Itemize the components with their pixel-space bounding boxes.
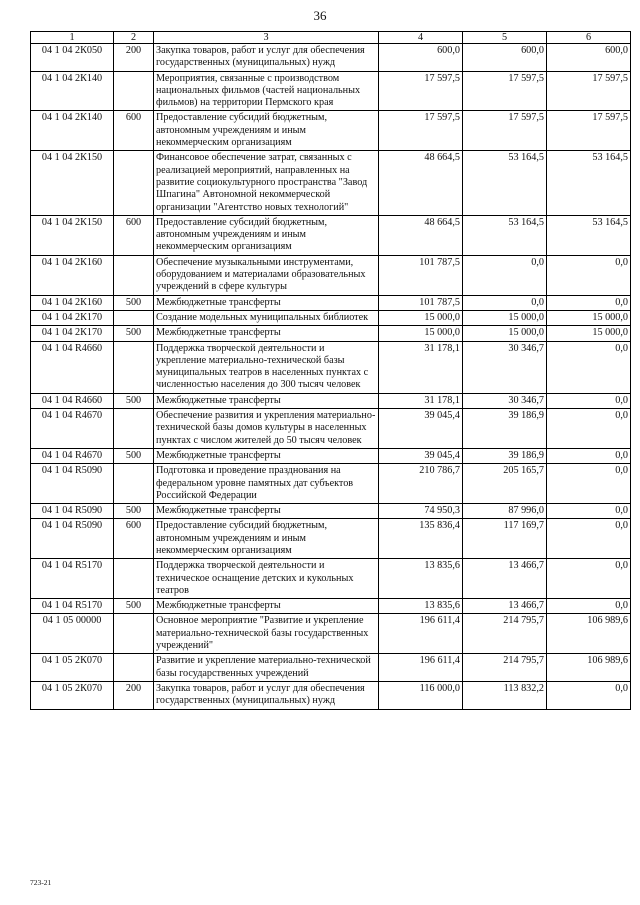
classification-code-cell: 04 1 04 2К050: [31, 44, 114, 72]
amount-col6-cell: 0,0: [547, 519, 631, 559]
amount-col6-cell: 17 597,5: [547, 111, 631, 151]
amount-col5-cell: 600,0: [463, 44, 547, 72]
amount-col6-cell: 53 164,5: [547, 215, 631, 255]
classification-code-cell: 04 1 04 2К140: [31, 111, 114, 151]
classification-code-cell: 04 1 05 2К070: [31, 654, 114, 682]
expense-type-cell: 500: [114, 599, 154, 614]
amount-col6-cell: 0,0: [547, 295, 631, 310]
amount-col4-cell: 31 178,1: [379, 341, 463, 393]
amount-col4-cell: 116 000,0: [379, 681, 463, 709]
amount-col5-cell: 17 597,5: [463, 111, 547, 151]
column-header: 4: [379, 32, 463, 44]
table-row: [31, 519, 631, 559]
expense-type-cell: [114, 341, 154, 393]
item-name-cell: Развитие и укрепление материально-технической базы государственных учреждений: [154, 654, 379, 682]
amount-col6-cell: 15 000,0: [547, 326, 631, 341]
item-name-cell: Межбюджетные трансферты: [154, 326, 379, 341]
item-name-cell: Обеспечение развития и укрепления материально-технической базы домов культуры в населенных пунктах с числом жителей до 50 тысяч человек: [154, 409, 379, 449]
amount-col4-cell: 101 787,5: [379, 295, 463, 310]
item-name-cell: Межбюджетные трансферты: [154, 504, 379, 519]
table-row: [31, 71, 631, 111]
classification-code-cell: 04 1 04 R4670: [31, 409, 114, 449]
amount-col5-cell: 13 466,7: [463, 559, 547, 599]
expense-type-cell: 500: [114, 326, 154, 341]
table-row: [31, 151, 631, 215]
classification-code-cell: 04 1 04 R4660: [31, 393, 114, 408]
expense-type-cell: [114, 559, 154, 599]
amount-col5-cell: 39 186,9: [463, 409, 547, 449]
expense-type-cell: [114, 310, 154, 325]
amount-col5-cell: 113 832,2: [463, 681, 547, 709]
table-row: [31, 614, 631, 654]
amount-col6-cell: 0,0: [547, 464, 631, 504]
amount-col5-cell: 53 164,5: [463, 215, 547, 255]
classification-code-cell: 04 1 04 2К140: [31, 71, 114, 111]
amount-col6-cell: 0,0: [547, 341, 631, 393]
amount-col5-cell: 30 346,7: [463, 393, 547, 408]
item-name-cell: Предоставление субсидий бюджетным, автономным учреждениям и иным некоммерческим организациям: [154, 519, 379, 559]
column-header: 3: [154, 32, 379, 44]
classification-code-cell: 04 1 04 2К170: [31, 326, 114, 341]
amount-col6-cell: 0,0: [547, 409, 631, 449]
amount-col6-cell: 17 597,5: [547, 71, 631, 111]
item-name-cell: Предоставление субсидий бюджетным, автономным учреждениям и иным некоммерческим организациям: [154, 111, 379, 151]
table-row: [31, 409, 631, 449]
amount-col6-cell: 53 164,5: [547, 151, 631, 215]
table-row: [31, 448, 631, 463]
amount-col5-cell: 30 346,7: [463, 341, 547, 393]
table-body: [31, 44, 631, 710]
expense-type-cell: [114, 464, 154, 504]
amount-col5-cell: 214 795,7: [463, 654, 547, 682]
amount-col5-cell: 87 996,0: [463, 504, 547, 519]
expense-type-cell: 600: [114, 215, 154, 255]
column-header: 6: [547, 32, 631, 44]
header-row: [31, 32, 631, 44]
amount-col5-cell: 214 795,7: [463, 614, 547, 654]
classification-code-cell: 04 1 04 R5170: [31, 559, 114, 599]
table-row: [31, 310, 631, 325]
footer-code: 723-21: [30, 878, 52, 887]
amount-col4-cell: 48 664,5: [379, 215, 463, 255]
amount-col4-cell: 17 597,5: [379, 71, 463, 111]
expense-type-cell: 600: [114, 111, 154, 151]
amount-col6-cell: 0,0: [547, 255, 631, 295]
classification-code-cell: 04 1 04 2К170: [31, 310, 114, 325]
column-header: 1: [31, 32, 114, 44]
item-name-cell: Предоставление субсидий бюджетным, автономным учреждениям и иным некоммерческим организациям: [154, 215, 379, 255]
amount-col4-cell: 210 786,7: [379, 464, 463, 504]
amount-col5-cell: 53 164,5: [463, 151, 547, 215]
item-name-cell: Межбюджетные трансферты: [154, 295, 379, 310]
item-name-cell: Межбюджетные трансферты: [154, 448, 379, 463]
classification-code-cell: 04 1 04 R5090: [31, 464, 114, 504]
amount-col4-cell: 48 664,5: [379, 151, 463, 215]
amount-col4-cell: 15 000,0: [379, 326, 463, 341]
classification-code-cell: 04 1 04 2К160: [31, 295, 114, 310]
amount-col6-cell: 0,0: [547, 504, 631, 519]
table-row: [31, 681, 631, 709]
table-row: [31, 326, 631, 341]
amount-col4-cell: 39 045,4: [379, 448, 463, 463]
classification-code-cell: 04 1 04 2К150: [31, 151, 114, 215]
item-name-cell: Создание модельных муниципальных библиотек: [154, 310, 379, 325]
classification-code-cell: 04 1 04 R5090: [31, 519, 114, 559]
amount-col5-cell: 13 466,7: [463, 599, 547, 614]
table-row: [31, 654, 631, 682]
classification-code-cell: 04 1 04 R4660: [31, 341, 114, 393]
amount-col5-cell: 205 165,7: [463, 464, 547, 504]
expense-type-cell: [114, 654, 154, 682]
table-row: [31, 255, 631, 295]
amount-col4-cell: 101 787,5: [379, 255, 463, 295]
expense-type-cell: [114, 255, 154, 295]
expense-type-cell: [114, 409, 154, 449]
expense-type-cell: 500: [114, 295, 154, 310]
amount-col6-cell: 0,0: [547, 559, 631, 599]
amount-col5-cell: 39 186,9: [463, 448, 547, 463]
expense-type-cell: [114, 71, 154, 111]
table-row: [31, 44, 631, 72]
amount-col5-cell: 117 169,7: [463, 519, 547, 559]
item-name-cell: Закупка товаров, работ и услуг для обеспечения государственных (муниципальных) нужд: [154, 681, 379, 709]
classification-code-cell: 04 1 05 00000: [31, 614, 114, 654]
item-name-cell: Основное мероприятие "Развитие и укрепление материально-технической базы государственных учреждений": [154, 614, 379, 654]
expense-type-cell: 500: [114, 504, 154, 519]
item-name-cell: Межбюджетные трансферты: [154, 393, 379, 408]
amount-col4-cell: 135 836,4: [379, 519, 463, 559]
expense-type-cell: 600: [114, 519, 154, 559]
budget-table: [30, 31, 631, 710]
table-row: [31, 215, 631, 255]
amount-col6-cell: 0,0: [547, 599, 631, 614]
item-name-cell: Подготовка и проведение празднования на федеральном уровне памятных дат субъектов Российской Федерации: [154, 464, 379, 504]
amount-col6-cell: 0,0: [547, 448, 631, 463]
amount-col5-cell: 15 000,0: [463, 326, 547, 341]
column-header: 2: [114, 32, 154, 44]
table-row: [31, 504, 631, 519]
expense-type-cell: [114, 151, 154, 215]
amount-col5-cell: 17 597,5: [463, 71, 547, 111]
amount-col4-cell: 196 611,4: [379, 654, 463, 682]
table-row: [31, 599, 631, 614]
item-name-cell: Обеспечение музыкальными инструментами, оборудованием и материалами образовательных учреждений в сфере культуры: [154, 255, 379, 295]
classification-code-cell: 04 1 04 2К160: [31, 255, 114, 295]
item-name-cell: Закупка товаров, работ и услуг для обеспечения государственных (муниципальных) нужд: [154, 44, 379, 72]
table-row: [31, 559, 631, 599]
amount-col5-cell: 15 000,0: [463, 310, 547, 325]
table-row: [31, 393, 631, 408]
item-name-cell: Поддержка творческой деятельности и техническое оснащение детских и кукольных театров: [154, 559, 379, 599]
item-name-cell: Финансовое обеспечение затрат, связанных с реализацией мероприятий, направленных на развитие социокультурного пространства "Завод Шпагина" Автономной некоммерческой организации "Агентство новых технологий": [154, 151, 379, 215]
expense-type-cell: 500: [114, 393, 154, 408]
amount-col4-cell: 196 611,4: [379, 614, 463, 654]
table-row: [31, 341, 631, 393]
table-header: [31, 32, 631, 44]
amount-col6-cell: 106 989,6: [547, 654, 631, 682]
amount-col4-cell: 31 178,1: [379, 393, 463, 408]
amount-col4-cell: 17 597,5: [379, 111, 463, 151]
expense-type-cell: [114, 614, 154, 654]
amount-col4-cell: 74 950,3: [379, 504, 463, 519]
expense-type-cell: 200: [114, 44, 154, 72]
table-row: [31, 464, 631, 504]
classification-code-cell: 04 1 04 R4670: [31, 448, 114, 463]
amount-col5-cell: 0,0: [463, 295, 547, 310]
amount-col6-cell: 106 989,6: [547, 614, 631, 654]
expense-type-cell: 500: [114, 448, 154, 463]
amount-col6-cell: 600,0: [547, 44, 631, 72]
classification-code-cell: 04 1 05 2К070: [31, 681, 114, 709]
amount-col6-cell: 15 000,0: [547, 310, 631, 325]
column-header: 5: [463, 32, 547, 44]
amount-col4-cell: 13 835,6: [379, 559, 463, 599]
item-name-cell: Мероприятия, связанные с производством национальных фильмов (частей национальных фильмов) на территории Пермского края: [154, 71, 379, 111]
amount-col4-cell: 13 835,6: [379, 599, 463, 614]
table-row: [31, 111, 631, 151]
page-number: 36: [313, 8, 327, 23]
classification-code-cell: 04 1 04 2К150: [31, 215, 114, 255]
amount-col4-cell: 15 000,0: [379, 310, 463, 325]
amount-col4-cell: 39 045,4: [379, 409, 463, 449]
table-row: [31, 295, 631, 310]
amount-col5-cell: 0,0: [463, 255, 547, 295]
classification-code-cell: 04 1 04 R5090: [31, 504, 114, 519]
amount-col6-cell: 0,0: [547, 393, 631, 408]
item-name-cell: Межбюджетные трансферты: [154, 599, 379, 614]
amount-col6-cell: 0,0: [547, 681, 631, 709]
item-name-cell: Поддержка творческой деятельности и укрепление материально-технической базы муниципальных театров в населенных пунктах с численностью населения до 300 тысяч человек: [154, 341, 379, 393]
classification-code-cell: 04 1 04 R5170: [31, 599, 114, 614]
expense-type-cell: 200: [114, 681, 154, 709]
amount-col4-cell: 600,0: [379, 44, 463, 72]
